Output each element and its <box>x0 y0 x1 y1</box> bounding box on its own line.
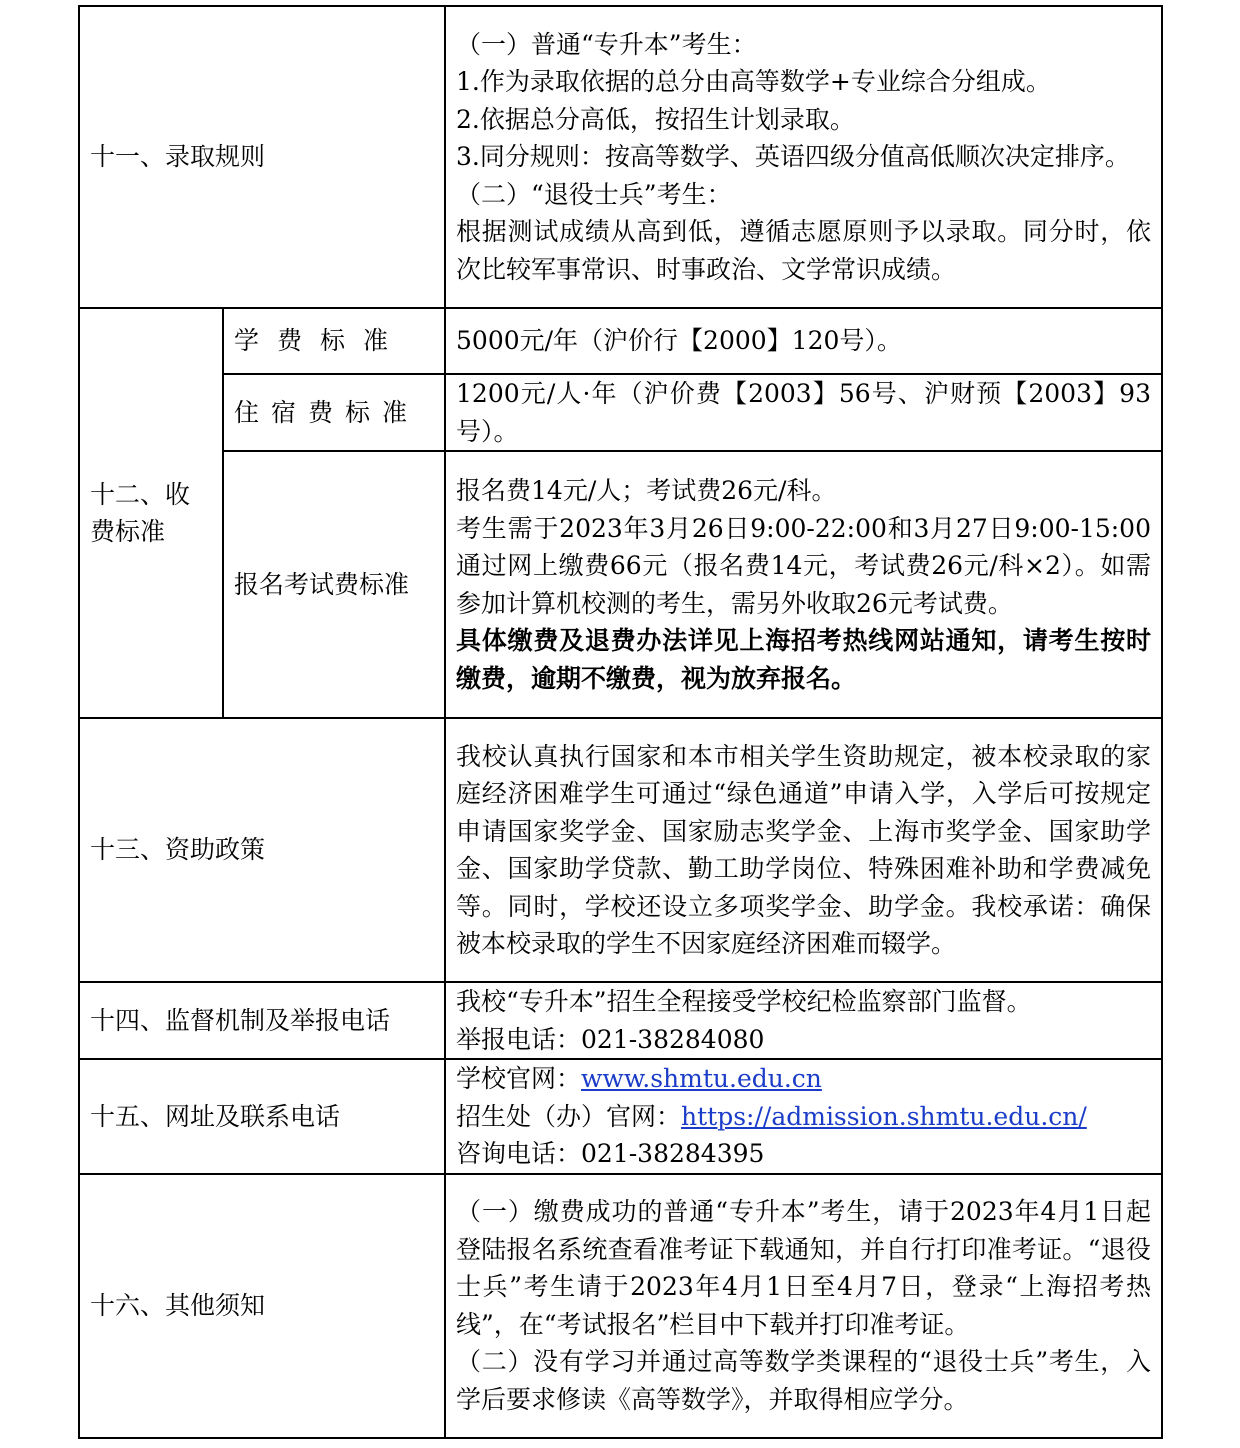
row-content <box>445 718 1162 982</box>
fee-sub-label-text: 住宿费标准 <box>234 397 420 427</box>
row-content <box>445 6 1162 308</box>
admission-info-table <box>78 5 1163 1439</box>
fee-sub-label <box>223 308 445 374</box>
row-label: 十三、资助政策 <box>79 718 445 982</box>
row-content <box>445 1174 1162 1438</box>
text-line: （一）普通“专升本”考生： <box>456 29 757 59</box>
text-line: 1.作为录取依据的总分由高等数学+专业综合分组成。 <box>456 67 1051 97</box>
text-line: 报名费14元/人；考试费26元/科。 <box>456 476 837 505</box>
row-content <box>445 982 1162 1059</box>
text-line: 根据测试成绩从高到低，遵循志愿原则予以录取。同分时，依次比较军事常识、时事政治、文学常识成绩。 <box>456 217 1151 284</box>
row-content <box>445 374 1162 451</box>
row-content <box>445 308 1162 374</box>
fee-sub-label: 报名考试费标准 <box>223 451 445 718</box>
row-supervision <box>79 982 1162 1059</box>
row-content <box>445 451 1162 718</box>
text-line: 咨询电话：021-38284395 <box>456 1139 765 1168</box>
school-site-link[interactable]: www.shmtu.edu.cn <box>581 1064 822 1093</box>
admission-line <box>456 1098 1151 1136</box>
row-label: 十一、录取规则 <box>79 6 445 308</box>
admission-label: 招生处（办）官网： <box>456 1101 682 1131</box>
row-financial-aid <box>79 718 1162 982</box>
row-label: 十五、网址及联系电话 <box>79 1059 445 1174</box>
row-label: 十六、其他须知 <box>79 1174 445 1438</box>
text-line: 1200元/人·年（沪价费【2003】56号、沪财预【2003】93号）。 <box>456 379 1151 446</box>
text-block: 我校认真执行国家和本市相关学生资助规定，被本校录取的家庭经济困难学生可通过“绿色通道”申请入学，入学后可按规定申请国家奖学金、国家励志奖学金、上海市奖学金、国家助学金、国家助学贷款、勤工助学岗位、特殊困难补助和学费减免等。同时，学校还设立多项奖学金、助学金。我校承诺：确保被本校录取的学生不因家庭经济困难而辍学。 <box>456 741 1151 958</box>
bold-notice: 具体缴费及退费办法详见上海招考热线网站通知，请考生按时缴费，逾期不缴费，视为放弃报名。 <box>456 626 1151 693</box>
text-line: （二）“退役士兵”考生： <box>456 179 732 209</box>
row-label: 十二、收费标准 <box>79 308 223 718</box>
row-contacts <box>79 1059 1162 1174</box>
site-line <box>456 1060 1151 1098</box>
text-line: 考生需于2023年3月26日9:00-22:00和3月27日9:00-15:00通过网上缴费66元（报名费14元，考试费26元/科×2）。如需参加计算机校测的考生，需另外收取26元考试费。 <box>456 513 1151 618</box>
row-content <box>445 1059 1162 1174</box>
text-line: （二）没有学习并通过高等数学类课程的“退役士兵”考生，入学后要求修读《高等数学》，并取得相应学分。 <box>456 1347 1151 1414</box>
row-admission-rules <box>79 6 1162 308</box>
row-fee-dorm <box>79 374 1162 451</box>
text-line: 举报电话：021-38284080 <box>456 1024 765 1054</box>
row-label: 十四、监督机制及举报电话 <box>79 982 445 1059</box>
fee-sub-label <box>223 374 445 451</box>
row-fee-tuition <box>79 308 1162 374</box>
site-label: 学校官网： <box>456 1064 582 1093</box>
text-line: （一）缴费成功的普通“专升本”考生，请于2023年4月1日起登陆报名系统查看准考证下载通知，并自行打印准考证。“退役士兵”考生请于2023年4月1日至4月7日，登录“上海招考热线”，在“考试报名”栏目中下载并打印准考证。 <box>456 1197 1151 1339</box>
fee-sub-label-text: 学费标准 <box>234 326 407 356</box>
row-fee-exam <box>79 451 1162 718</box>
text-line: 我校“专升本”招生全程接受学校纪检监察部门监督。 <box>456 987 1032 1016</box>
text-line: 2.依据总分高低，按招生计划录取。 <box>456 104 855 134</box>
text-line: 5000元/年（沪价行【2000】120号）。 <box>456 326 902 356</box>
row-other-notes <box>79 1174 1162 1438</box>
admission-site-link[interactable]: https://admission.shmtu.edu.cn/ <box>681 1101 1087 1131</box>
text-line: 3.同分规则：按高等数学、英语四级分值高低顺次决定排序。 <box>456 142 1130 172</box>
